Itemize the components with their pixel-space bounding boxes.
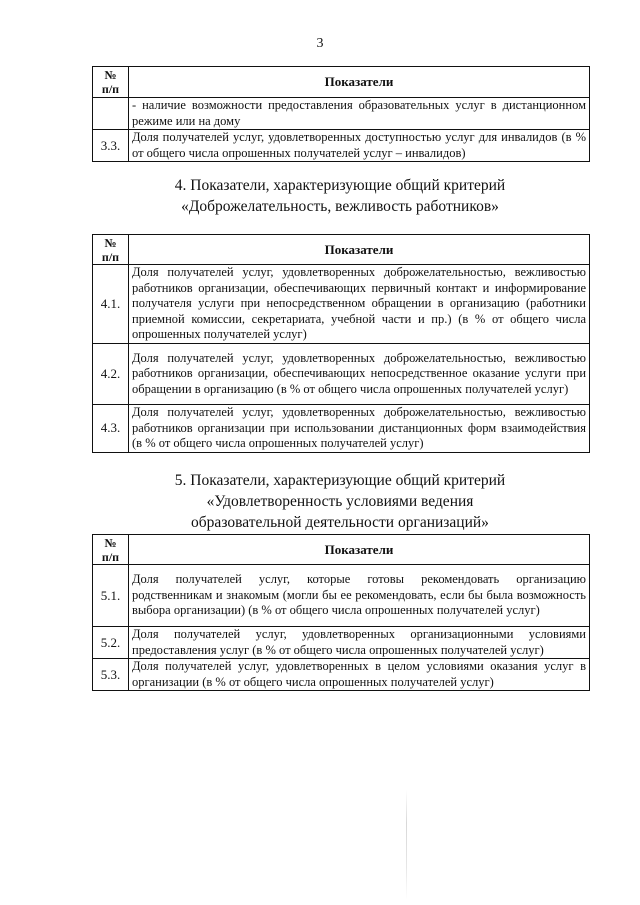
table-row: [93, 265, 590, 344]
row-text: [129, 404, 590, 452]
text-line: (в % от общего числа опрошенных получателей услуг – инвалидов): [132, 130, 587, 160]
table-row: [93, 404, 590, 452]
header-number-sign: №: [104, 68, 117, 82]
text-line: Доля получателей услуг, удовлетворенных доброжелательностью, вежливостью: [132, 265, 586, 279]
table-row: [93, 627, 590, 659]
row-number: 3.3.: [93, 130, 129, 162]
section-title-line: образовательной деятельности организаций»: [191, 514, 489, 531]
text-line: Доля получателей услуг, которые готовы рекомендовать организацию: [132, 572, 586, 587]
text-line: родственникам и знакомым (могли бы ее рекомендовать, если бы была: [132, 587, 514, 602]
text-line: работников организации, обеспечивающих первичный контакт: [132, 280, 478, 295]
text-line: Доля получателей услуг, удовлетворенных доброжелательностью, вежливостью: [132, 404, 586, 419]
section-5-title: [0, 470, 640, 533]
text-line: услуг): [534, 381, 569, 396]
scan-artifact-line: [406, 790, 407, 900]
row-number: [93, 98, 129, 130]
header-number-abbr: п/п: [101, 549, 120, 564]
row-number: 5.3.: [93, 659, 129, 691]
row-text: [129, 659, 590, 691]
row-number: 4.3.: [93, 404, 129, 452]
text-line: Доля получателей услуг, удовлетворенных организационными условиями: [132, 627, 586, 641]
text-line: возможность выбора организации) (в % от общего числа опрошенных: [132, 587, 586, 618]
row-number: 5.2.: [93, 627, 129, 659]
section-title-line: «Доброжелательность, вежливость работников»: [181, 198, 499, 215]
text-line: (в % от общего числа опрошенных получателей услуг): [132, 311, 586, 342]
header-number-cell: [93, 535, 129, 565]
row-number: 5.1.: [93, 565, 129, 627]
header-number-abbr: п/п: [101, 82, 120, 96]
table-row: [93, 565, 590, 627]
text-line: при обращении в организацию (в % от общего числа опрошенных получателей: [132, 366, 587, 396]
indicators-table-4: [92, 234, 590, 453]
row-text: [129, 265, 590, 344]
section-title-line: «Удовлетворенность условиями ведения: [206, 493, 474, 510]
text-line: предоставления услуг (в % от общего числа опрошенных получателей услуг): [132, 642, 544, 657]
table-header-row: [93, 67, 590, 98]
row-text: [129, 627, 590, 659]
table-row: [93, 98, 590, 130]
table-header-row: [93, 235, 590, 265]
header-indicators-cell: Показатели: [129, 235, 590, 265]
section-title-line: 5. Показатели, характеризующие общий критерий: [174, 472, 506, 489]
text-line: Доля получателей услуг, удовлетворенных в целом условиями оказания услуг: [132, 659, 574, 674]
header-number-sign: №: [104, 235, 117, 250]
text-line: в организации (в % от общего числа опрошенных получателей услуг): [132, 659, 586, 689]
row-number: 4.1.: [93, 265, 129, 344]
text-line: взаимодействия (в % от общего числа опрошенных получателей услуг): [132, 420, 586, 451]
header-number-cell: [93, 235, 129, 265]
table-row: [93, 130, 590, 162]
text-line: и информирование получателя услуги при непосредственном обращении в: [132, 280, 586, 311]
text-line: работников организации, обеспечивающих непосредственное оказание услуги: [132, 366, 562, 381]
table-row: [93, 343, 590, 404]
header-indicators-cell: Показатели: [129, 67, 590, 98]
text-line: Доля получателей услуг, удовлетворенных доброжелательностью, вежливостью: [132, 350, 586, 365]
text-line: Доля получателей услуг, удовлетворенных доступностью услуг для инвалидов: [132, 130, 558, 145]
section-title-line: 4. Показатели, характеризующие общий критерий: [174, 177, 506, 194]
text-line: организацию (работники приемной комиссии, секретариата, учебной части и пр.): [132, 296, 586, 326]
text-line: - наличие возможности предоставления образовательных услуг в дистанционном: [132, 98, 586, 112]
text-line: получателей услуг): [436, 603, 540, 618]
table-header-row: [93, 535, 590, 565]
text-line: режиме или на дому: [132, 113, 241, 128]
page-number: 3: [316, 36, 324, 51]
row-number: 4.2.: [93, 343, 129, 404]
table-row: [93, 659, 590, 691]
row-text: [129, 130, 590, 162]
indicators-table-5: [92, 534, 590, 691]
section-4-title: [0, 175, 640, 217]
row-text: [129, 343, 590, 404]
row-text: [129, 565, 590, 627]
header-number-abbr: п/п: [101, 249, 120, 264]
header-number-cell: [93, 67, 129, 98]
text-line: работников организации при использовании дистанционных форм: [132, 420, 497, 435]
header-number-sign: №: [104, 535, 117, 550]
indicators-table-3: [92, 66, 590, 162]
header-indicators-cell: Показатели: [129, 535, 590, 565]
row-text: [129, 98, 590, 130]
